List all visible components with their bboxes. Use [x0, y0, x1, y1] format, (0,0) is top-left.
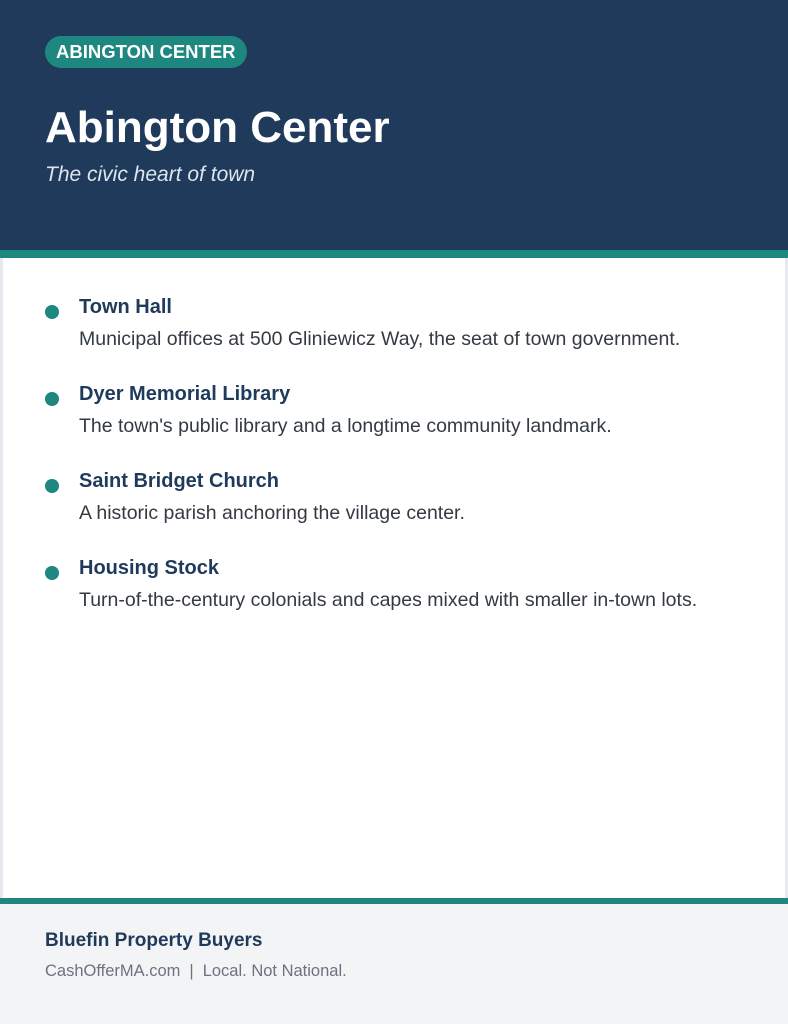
- footer-contact: [45, 960, 347, 982]
- website-text: CashOfferMA.com: [45, 962, 181, 980]
- item-title: Dyer Memorial Library: [79, 383, 291, 405]
- header-banner: [0, 0, 788, 250]
- bullet-icon: [45, 392, 59, 406]
- bullet-icon: [45, 479, 59, 493]
- item-title: Saint Bridget Church: [79, 470, 280, 492]
- item-description: Turn-of-the-century colonials and capes mixed with smaller in-town lots.: [79, 589, 698, 611]
- header-divider: [0, 250, 788, 258]
- content-area: [3, 258, 785, 898]
- item-description: Municipal offices at 500 Gliniewicz Way, the seat of town government.: [79, 328, 681, 350]
- page-subtitle: The civic heart of town: [45, 163, 256, 186]
- footer: [0, 904, 788, 1024]
- item-description: The town's public library and a longtime community landmark.: [79, 415, 612, 437]
- brand-name: Bluefin Property Buyers: [45, 930, 263, 951]
- item-title: Town Hall: [79, 296, 172, 318]
- bullet-icon: [45, 305, 59, 319]
- tagline: Local. Not National.: [202, 962, 347, 980]
- separator: |: [189, 962, 194, 980]
- location-badge: ABINGTON CENTER: [45, 36, 247, 68]
- item-description: A historic parish anchoring the village center.: [79, 502, 465, 524]
- bullet-icon: [45, 566, 59, 580]
- page-title: Abington Center: [45, 103, 390, 152]
- item-title: Housing Stock: [79, 557, 220, 579]
